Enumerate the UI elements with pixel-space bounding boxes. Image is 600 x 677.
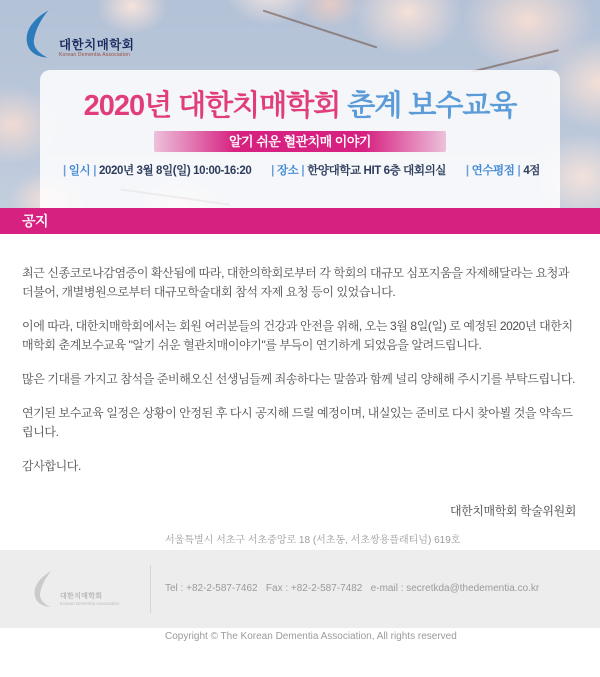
event-title <box>40 89 560 123</box>
separator: | <box>465 165 469 177</box>
event-info-line <box>40 162 560 178</box>
separator: | <box>62 165 66 177</box>
footer-logo-name: 대한치매학회 <box>59 592 103 600</box>
info-date-value: 2020년 3월 8일(일) 10:00-16:20 <box>99 165 252 177</box>
info-place <box>268 165 446 177</box>
info-credit-value: 4점 <box>523 165 541 177</box>
footer-logo-swoosh-icon <box>31 569 57 609</box>
info-date-label: 일시 <box>68 165 91 177</box>
footer-logo <box>0 569 150 609</box>
footer-contact: Tel : +82-2-587-7462 Fax : +82-2-587-7482 e-mail : secretkda@thedementia.co.kr <box>165 583 540 594</box>
notice-paragraph: 감사합니다. <box>22 459 81 473</box>
logo-english-name: Korean Dementia Association <box>59 52 130 58</box>
notice-paragraph: 이에 따라, 대한치매학회에서는 회원 여러분들의 건강과 안전을 위해, 오는 3월 8일(일) 로 예정된 2020년 대한치매학회 춘계보수교육 "알기 쉬운 혈관치매이야기"를 부득이 연기하게 되었음을 알려드립니다. <box>22 319 573 352</box>
footer-address: 서울특별시 서초구 서초중앙로 18 (서초동, 서초쌍용플래티넘) 619호 <box>165 535 461 546</box>
logo-name: 대한치매학회 <box>59 38 135 52</box>
separator: | <box>93 165 97 177</box>
footer-copyright: Copyright © The Korean Dementia Association, All rights reserved <box>165 631 457 642</box>
subtitle-banner: 알기 쉬운 혈관치매 이야기 <box>154 131 446 152</box>
event-title-blue: 춘계 보수교육 <box>340 90 517 122</box>
notice-signature: 대한치매학회 학술위원회 <box>449 504 576 518</box>
logo-swoosh-icon <box>22 8 56 60</box>
notice-bar-title: 공지 <box>22 213 49 229</box>
footer-logo-text <box>60 593 119 607</box>
association-logo[interactable] <box>22 8 134 60</box>
notice-paragraph: 많은 기대를 가지고 참석을 준비해오신 선생님들께 죄송하다는 말씀과 함께 널리 양해해 주시기를 부탁드립니다. <box>22 372 575 386</box>
notice-bar <box>0 208 600 234</box>
title-panel <box>40 70 560 208</box>
info-credit <box>463 165 540 177</box>
separator: | <box>517 165 521 177</box>
page-footer <box>0 535 600 642</box>
event-title-pink: 2020년 대한치매학회 <box>83 90 341 122</box>
notice-paragraph: 연기된 보수교육 일정은 상황이 안정된 후 다시 공지해 드릴 예정이며, 내실있는 준비로 다시 찾아뵐 것을 약속드립니다. <box>22 406 573 439</box>
logo-text <box>59 39 134 58</box>
info-credit-label: 연수평점 <box>471 165 515 177</box>
footer-text <box>151 501 539 677</box>
info-date <box>60 165 251 177</box>
footer-logo-english-name: Korean Dementia Association <box>59 600 120 606</box>
separator: | <box>301 165 305 177</box>
info-place-label: 장소 <box>276 165 299 177</box>
info-place-value: 한양대학교 HIT 6층 대회의실 <box>307 165 447 177</box>
separator: | <box>271 165 274 177</box>
notice-paragraph: 최근 신종코로나감염증이 확산됨에 따라, 대한의학회로부터 각 학회의 대규모 심포지움을 자제해달라는 요청과 더불어, 개별병원으로부터 대규모학술대회 참석 자제 요청 등이 있었습니다. <box>22 266 570 299</box>
hero-header <box>0 0 600 208</box>
branch-decoration <box>263 10 378 49</box>
